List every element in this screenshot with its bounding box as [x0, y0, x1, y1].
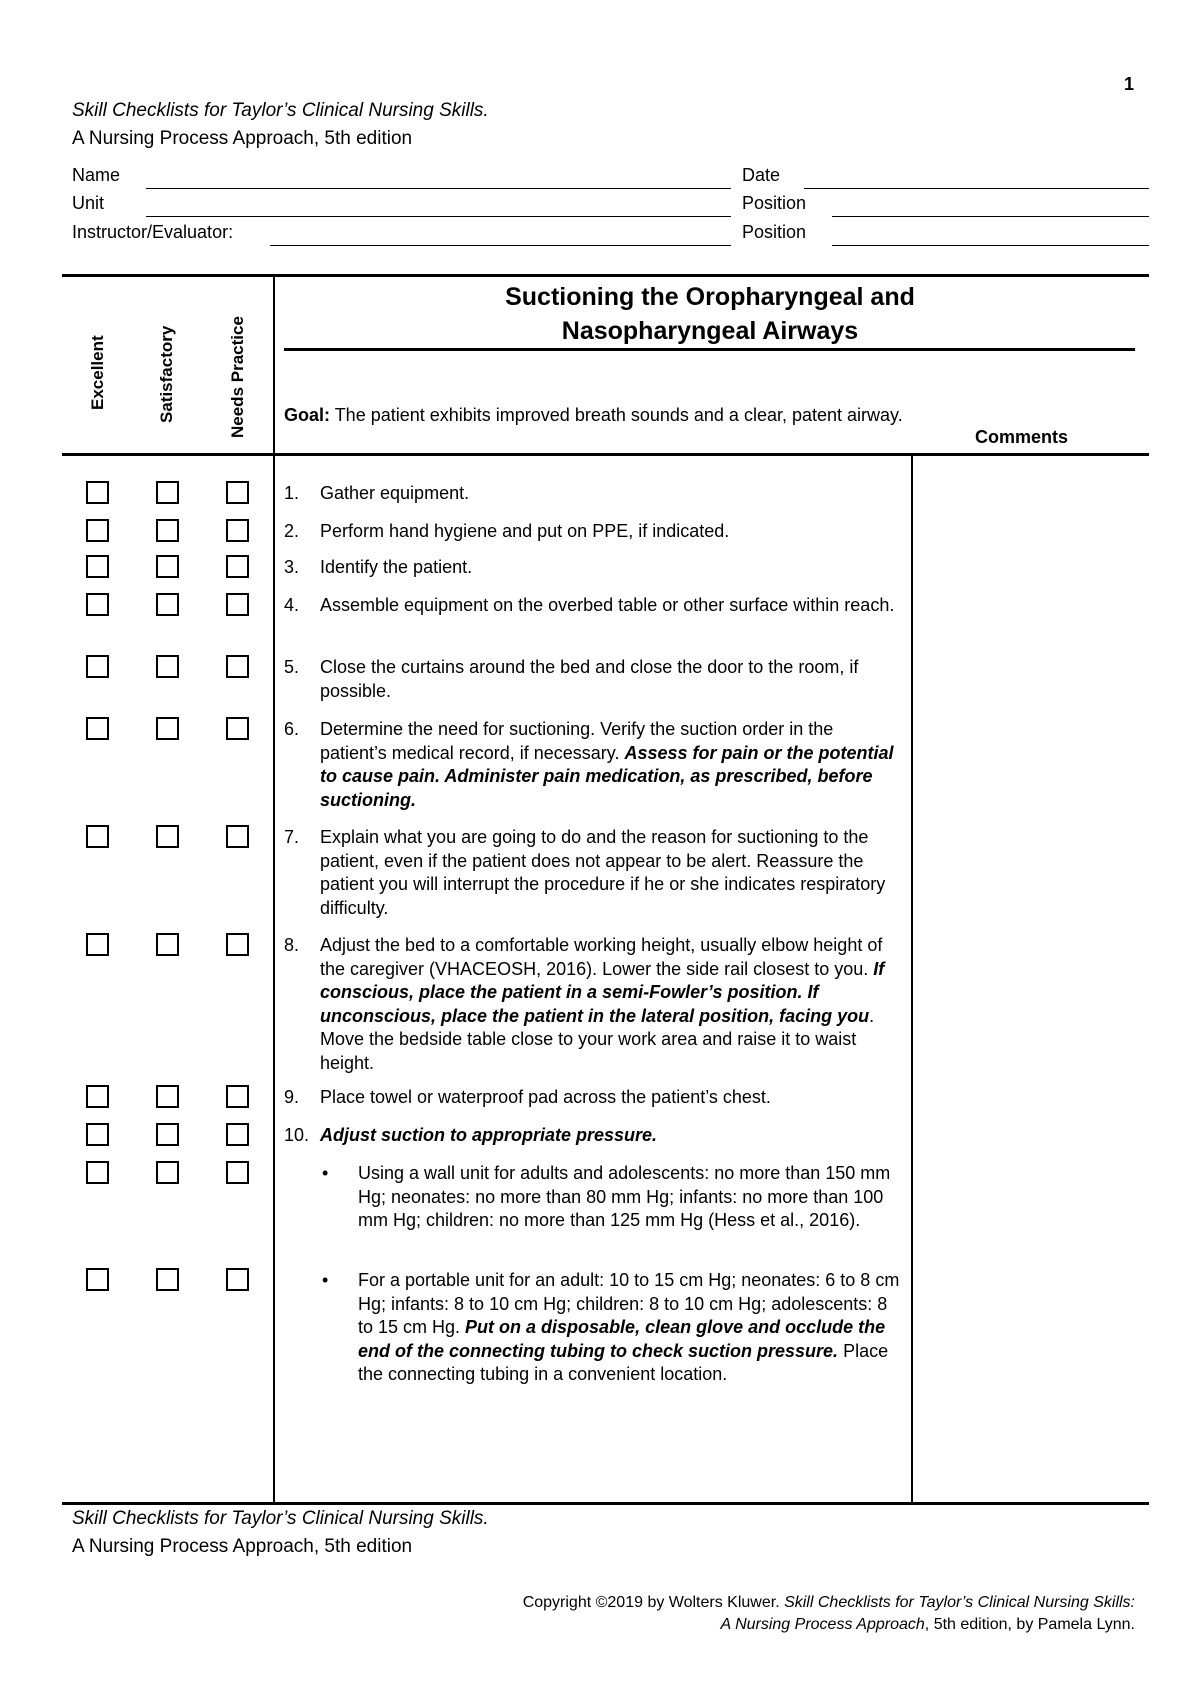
step-row [284, 482, 904, 506]
checkbox-excellent[interactable] [86, 655, 109, 678]
step-text [358, 1162, 904, 1233]
checkbox-needs-practice[interactable] [226, 825, 249, 848]
checkbox-needs-practice[interactable] [226, 593, 249, 616]
table-bottom-rule [62, 1502, 1149, 1505]
checkbox-needs-practice[interactable] [226, 1161, 249, 1184]
copyright-book-title: Skill Checklists for Taylor’s Clinical Nursing Skills: [784, 1594, 1135, 1611]
step-text-segment: Place towel or waterproof pad across the patient’s chest. [320, 1087, 771, 1107]
step-row [284, 520, 904, 544]
checkbox-excellent[interactable] [86, 1268, 109, 1291]
checkbox-satisfactory[interactable] [156, 825, 179, 848]
checkbox-needs-practice[interactable] [226, 1085, 249, 1108]
bullet: • [322, 1163, 329, 1183]
step-number: 6. [284, 719, 300, 739]
unit-field[interactable] [146, 216, 731, 217]
checkbox-excellent[interactable] [86, 717, 109, 740]
column-header-excellent: Excellent [88, 335, 107, 410]
skill-title-line2: Nasopharyngeal Airways [561, 317, 859, 345]
copyright-notice [380, 1592, 1135, 1636]
step-text [320, 594, 904, 618]
checkbox-satisfactory[interactable] [156, 481, 179, 504]
checkbox-satisfactory[interactable] [156, 1161, 179, 1184]
step-number: 2. [284, 521, 300, 541]
step-number: 7. [284, 827, 300, 847]
instructor-label: Instructor/Evaluator: [72, 222, 234, 242]
step-text-segment: Place the connecting tubing in a convenient location. [358, 1340, 889, 1384]
goal-statement [284, 404, 904, 426]
checkbox-satisfactory[interactable] [156, 1268, 179, 1291]
checkbox-satisfactory[interactable] [156, 1085, 179, 1108]
checkbox-needs-practice[interactable] [226, 519, 249, 542]
step-text-segment: Adjust the bed to a comfortable working height, usually elbow height of the caregiver (VHACEOSH, 2016). Lower the side rail closest to you. [320, 935, 883, 979]
step-row [320, 1162, 904, 1233]
step-number: 3. [284, 557, 300, 577]
skill-title-line1: Suctioning the Oropharyngeal and [505, 283, 915, 311]
step-text-segment: Identify the patient. [320, 557, 473, 577]
skill-title [275, 280, 1145, 348]
checkbox-satisfactory[interactable] [156, 717, 179, 740]
step-row [284, 656, 904, 703]
checkbox-needs-practice[interactable] [226, 481, 249, 504]
step-text-emphasis: If conscious, place the patient in a semi-Fowler’s position. If unconscious, place the patient in the lateral position, facing you [320, 958, 885, 1026]
checkbox-excellent[interactable] [86, 933, 109, 956]
step-row [320, 1269, 904, 1387]
step-row [284, 594, 904, 618]
step-number: 4. [284, 595, 300, 615]
step-text [358, 1269, 904, 1387]
step-text-segment: Perform hand hygiene and put on PPE, if indicated. [320, 521, 730, 541]
unit-label: Unit [72, 193, 105, 213]
copyright-prefix: Copyright ©2019 by Wolters Kluwer. [522, 1594, 785, 1611]
step-row [284, 1124, 904, 1148]
column-header-needs-practice: Needs Practice [228, 316, 247, 438]
header-edition: A Nursing Process Approach, 5th edition [72, 128, 413, 149]
position-label: Position [742, 193, 807, 213]
checkbox-satisfactory[interactable] [156, 555, 179, 578]
position-field-2[interactable] [832, 245, 1149, 246]
step-row [284, 1086, 904, 1110]
goal-text: The patient exhibits improved breath sounds and a clear, patent airway. [330, 405, 903, 425]
comments-header: Comments [975, 427, 1069, 447]
step-text [320, 482, 904, 506]
checkbox-satisfactory[interactable] [156, 593, 179, 616]
instructor-field[interactable] [270, 245, 731, 246]
comments-column-divider [911, 455, 913, 1502]
checkbox-excellent[interactable] [86, 1123, 109, 1146]
step-text-emphasis: Adjust suction to appropriate pressure. [320, 1125, 658, 1145]
step-text-emphasis: Put on a disposable, clean glove and occlude the end of the connecting tubing to check suction pressure. [358, 1317, 886, 1361]
step-text-segment: For a portable unit for an adult: 10 to 15 cm Hg; neonates: 6 to 8 cm Hg; infants: 8 to 10 cm Hg; children: 8 to 10 cm Hg; adolescents: 8 to 15 cm Hg. [358, 1270, 900, 1337]
table-top-rule [62, 274, 1149, 277]
step-number: 5. [284, 657, 300, 677]
step-text [320, 718, 904, 812]
checkbox-needs-practice[interactable] [226, 555, 249, 578]
step-row [284, 826, 904, 920]
step-text-segment: Assemble equipment on the overbed table or other surface within reach. [320, 595, 895, 615]
step-text [320, 1124, 904, 1148]
title-underline [284, 348, 1135, 351]
step-row [284, 556, 904, 580]
footer-edition: A Nursing Process Approach, 5th edition [72, 1536, 413, 1557]
checkbox-needs-practice[interactable] [226, 933, 249, 956]
step-text-segment: Gather equipment. [320, 483, 470, 503]
checkbox-satisfactory[interactable] [156, 519, 179, 542]
position-field[interactable] [832, 216, 1149, 217]
step-number: 8. [284, 935, 300, 955]
step-number: 1. [284, 483, 300, 503]
page-number: 1 [1124, 74, 1135, 94]
footer-book-title: Skill Checklists for Taylor’s Clinical Nursing Skills. [72, 1508, 489, 1529]
step-text-segment: Explain what you are going to do and the reason for suctioning to the patient, even if the patient does not appear to be alert. Reassure the patient you will interrupt the procedure if he or she indicates respiratory difficulty. [320, 827, 886, 918]
checkbox-needs-practice[interactable] [226, 717, 249, 740]
step-row [284, 934, 904, 1075]
step-text [320, 520, 904, 544]
step-row [284, 718, 904, 812]
checkbox-excellent[interactable] [86, 1161, 109, 1184]
checkbox-satisfactory[interactable] [156, 1123, 179, 1146]
step-text [320, 556, 904, 580]
date-label: Date [742, 165, 781, 185]
step-text [320, 656, 904, 703]
checkbox-excellent[interactable] [86, 1085, 109, 1108]
checkbox-needs-practice[interactable] [226, 1123, 249, 1146]
step-text-segment: . Move the bedside table close to your work area and raise it to waist height. [320, 1005, 875, 1073]
step-text-segment: Using a wall unit for adults and adolescents: no more than 150 mm Hg; neonates: no more than 80 mm Hg; infants: no more than 100 mm Hg; children: no more than 125 mm Hg (Hess et al., 2016). [358, 1163, 891, 1230]
step-text-segment: Determine the need for suctioning. Verify the suction order in the patient’s medical record, if necessary. [320, 719, 834, 763]
checkbox-excellent[interactable] [86, 593, 109, 616]
copyright-subtitle: A Nursing Process Approach [720, 1616, 925, 1633]
checkbox-satisfactory[interactable] [156, 655, 179, 678]
step-text-emphasis: Assess for pain or the potential to cause pain. Administer pain medication, as prescribed, before suctioning. [320, 742, 894, 810]
checkbox-satisfactory[interactable] [156, 933, 179, 956]
checkbox-needs-practice[interactable] [226, 1268, 249, 1291]
rating-column-divider [273, 276, 275, 1502]
step-text [320, 826, 904, 920]
step-text-segment: Close the curtains around the bed and close the door to the room, if possible. [320, 657, 859, 701]
checkbox-needs-practice[interactable] [226, 655, 249, 678]
header-book-title: Skill Checklists for Taylor’s Clinical Nursing Skills. [72, 100, 489, 121]
name-label: Name [72, 165, 121, 185]
step-text [320, 1086, 904, 1110]
bullet: • [322, 1270, 329, 1290]
step-number: 9. [284, 1087, 300, 1107]
step-text [320, 934, 904, 1075]
name-field[interactable] [146, 188, 731, 189]
column-header-satisfactory: Satisfactory [157, 325, 176, 423]
checkbox-excellent[interactable] [86, 481, 109, 504]
table-header-rule [62, 453, 1149, 456]
goal-label: Goal: [284, 405, 331, 425]
copyright-suffix: , 5th edition, by Pamela Lynn. [924, 1616, 1135, 1633]
position-label-2: Position [742, 222, 807, 242]
checkbox-excellent[interactable] [86, 555, 109, 578]
date-field[interactable] [804, 188, 1149, 189]
checkbox-excellent[interactable] [86, 519, 109, 542]
checkbox-excellent[interactable] [86, 825, 109, 848]
step-number: 10. [284, 1125, 310, 1145]
